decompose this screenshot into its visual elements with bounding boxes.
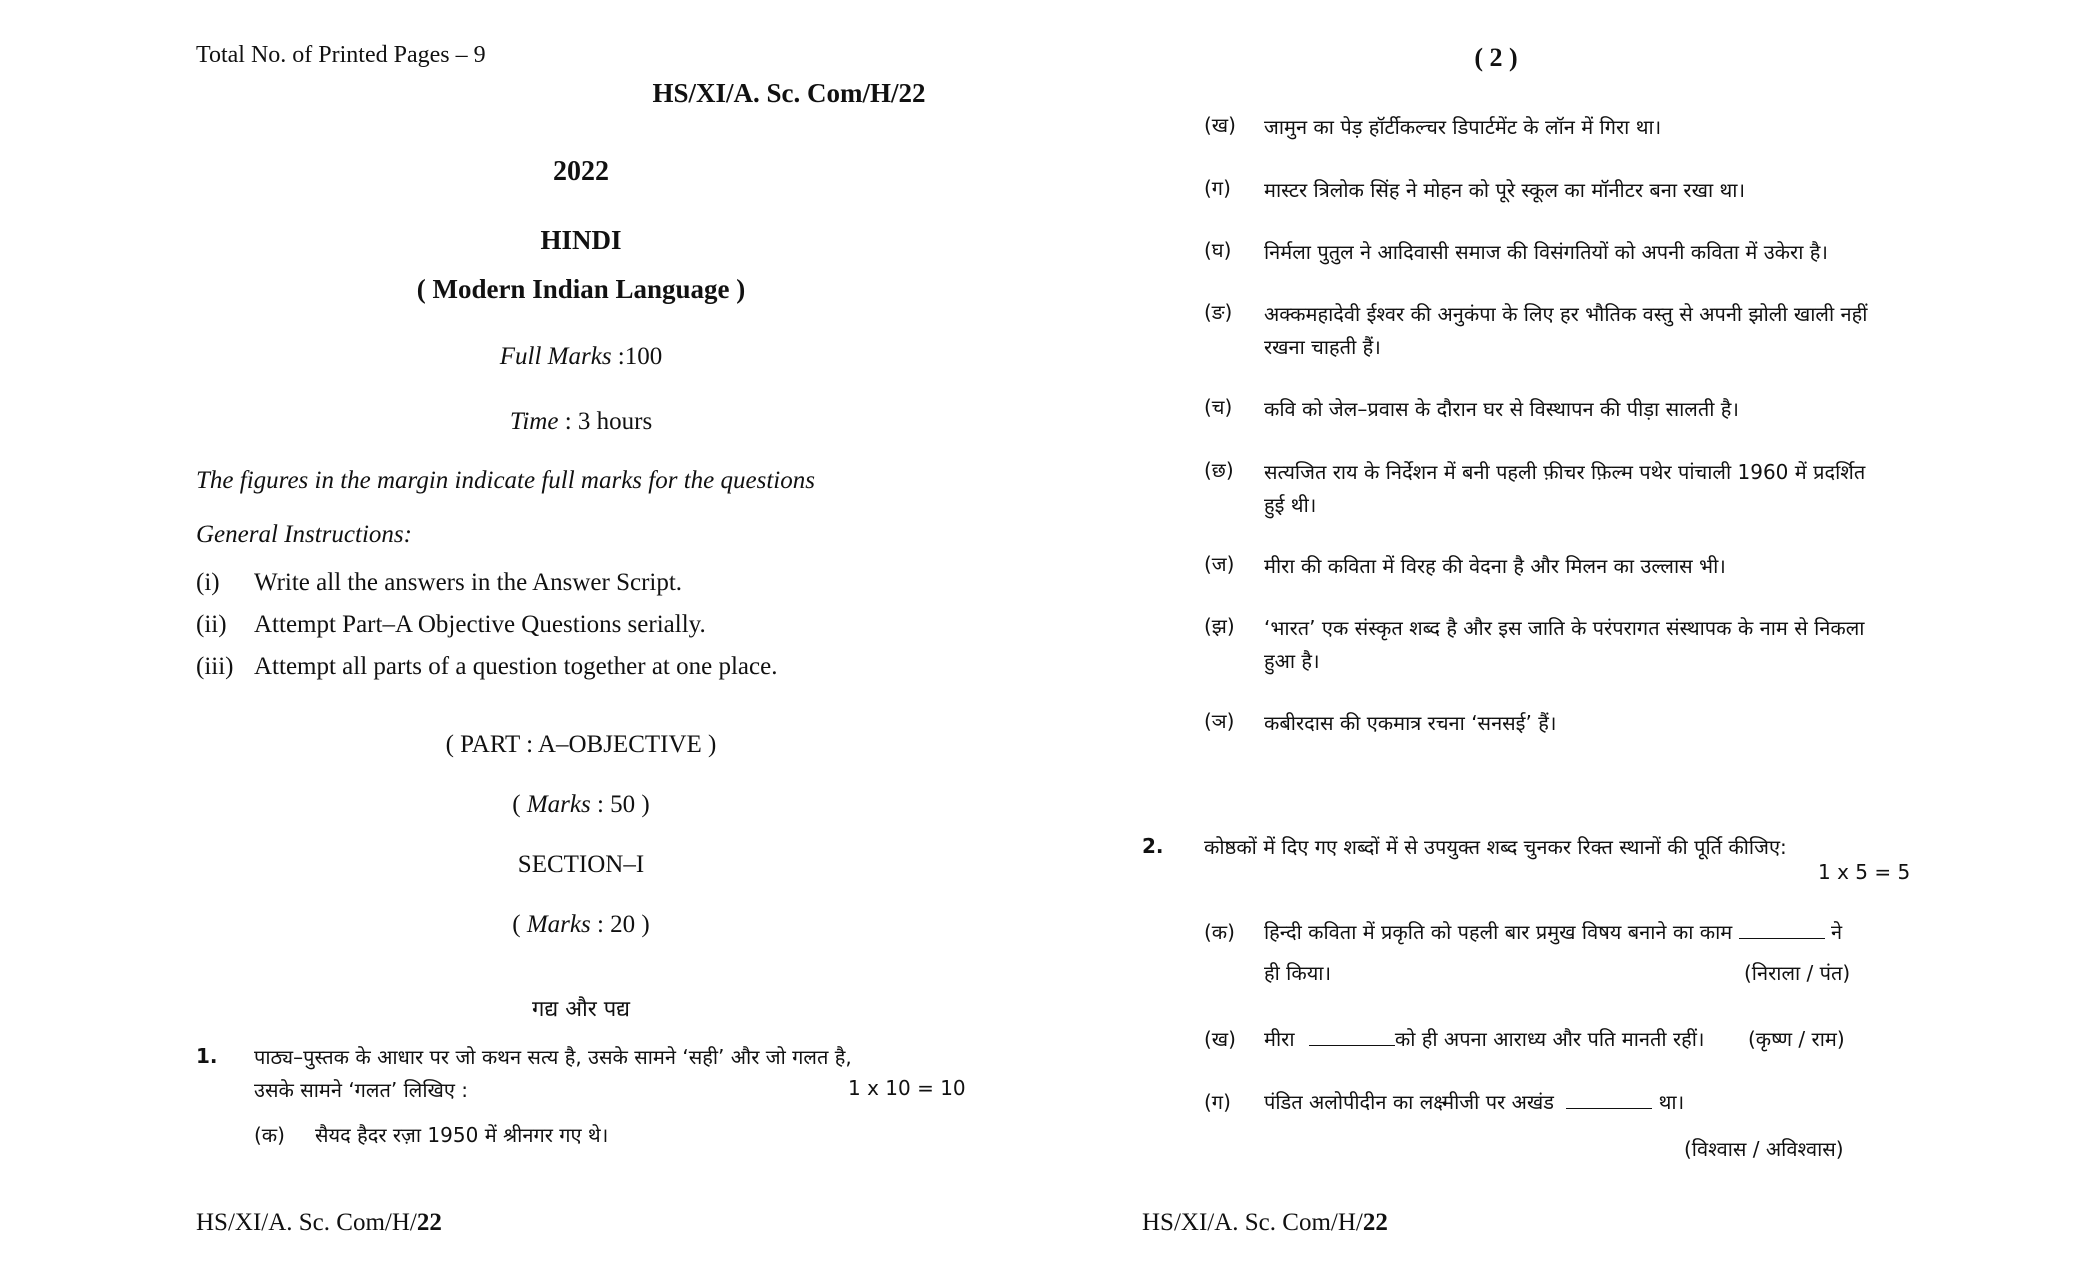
question-number: 1. (196, 1044, 218, 1068)
question-marks: 1 x 10 = 10 (848, 1076, 966, 1100)
sub-question-label: (क) (254, 1123, 285, 1147)
item-label: (छ) (1204, 458, 1234, 482)
sub-question-label: (ख) (1204, 1027, 1236, 1051)
item-label: (ख) (1204, 113, 1236, 137)
item-text: निर्मला पुतुल ने आदिवासी समाज की विसंगतियों को अपनी कविता में उकेरा है। (1264, 240, 1828, 264)
fill-text-end: ने (1831, 920, 1843, 944)
question-marks: 1 x 5 = 5 (1818, 860, 1911, 884)
sub-question-text (1264, 1088, 1684, 1115)
part-marks-open: ( (512, 791, 527, 818)
instruction-number: (ii) (196, 611, 227, 638)
footer-code-prefix: HS/XI/A. Sc. Com/H/ (196, 1209, 417, 1236)
item-label: (ङ) (1204, 300, 1233, 324)
fill-in-blank (1309, 1045, 1395, 1046)
sub-question-text (1264, 1025, 1705, 1052)
section-marks-open: ( (512, 911, 527, 938)
fill-text-start: मीरा (1264, 1027, 1295, 1051)
fill-text-start: पंडित अलोपीदीन का लक्ष्मीजी पर अखंड (1264, 1090, 1554, 1114)
section-marks-value: : 20 ) (590, 911, 650, 938)
fill-text-end: को ही अपना आराध्य और पति मानती रहीं। (1394, 1027, 1705, 1051)
fill-text-end: था। (1658, 1090, 1685, 1114)
question-text-continued: उसके सामने ‘गलत’ लिखिए : (254, 1078, 469, 1102)
item-text: कवि को जेल–प्रवास के दौरान घर से विस्थापन की पीड़ा सालती है। (1264, 397, 1739, 421)
item-label: (च) (1204, 395, 1233, 419)
sub-question-label: (क) (1204, 920, 1235, 944)
instruction-number: (i) (196, 569, 220, 596)
item-text: अक्कमहादेवी ईश्वर की अनुकंपा के लिए हर भौतिक वस्तु से अपनी झोली खाली नहीं रखना चाहती हैं। (1264, 302, 1868, 359)
page-footer-code (196, 1209, 442, 1237)
page-footer-code (1142, 1209, 1388, 1237)
section-marks-label: Marks (526, 911, 591, 938)
section-marks (431, 911, 731, 939)
footer-code-prefix: HS/XI/A. Sc. Com/H/ (1142, 1209, 1363, 1236)
item-text: कबीरदास की एकमात्र रचना ‘सनसई’ हैं। (1264, 711, 1557, 735)
subject-title: HINDI (540, 225, 622, 255)
section-topic-heading: गद्य और पद्य (531, 997, 631, 1022)
question-number: 2. (1142, 834, 1164, 858)
item-label: (ञ) (1204, 709, 1235, 733)
time-allowed (431, 408, 731, 436)
question-text: पाठ्य–पुस्तक के आधार पर जो कथन सत्य है, उसके सामने ‘सही’ और जो गलत है, (254, 1045, 852, 1069)
instruction-item (196, 569, 220, 597)
instruction-text: Attempt all parts of a question together at one place. (254, 653, 778, 680)
subject-subtitle: ( Modern Indian Language ) (416, 274, 746, 304)
answer-options: (विश्वास / अविश्वास) (1684, 1137, 1844, 1161)
fill-in-blank (1566, 1108, 1652, 1109)
item-text: ‘भारत’ एक संस्कृत शब्द है और इस जाति के परंपरागत संस्थापक के नाम से निकला हुआ है। (1264, 616, 1865, 673)
full-marks (431, 343, 731, 371)
instruction-item (196, 611, 227, 639)
right-page (1050, 0, 2100, 1275)
part-marks (431, 791, 731, 819)
margin-note: The figures in the margin indicate full marks for the questions (196, 467, 815, 494)
part-marks-value: : 50 ) (590, 791, 650, 818)
item-label: (ग) (1204, 176, 1231, 200)
part-marks-label: Marks (526, 791, 591, 818)
fill-text-start: हिन्दी कविता में प्रकृति को पहली बार प्रमुख विषय बनाने का काम (1264, 920, 1733, 944)
instruction-item (196, 653, 234, 681)
item-label: (घ) (1204, 238, 1232, 262)
page-number: ( 2 ) (1474, 43, 1518, 72)
exam-year: 2022 (553, 156, 609, 187)
item-text: सत्यजित राय के निर्देशन में बनी पहली फ़ीचर फ़िल्म पथेर पांचाली 1960 में प्रदर्शित हुई थी। (1264, 460, 1866, 517)
full-marks-label: Full Marks (499, 343, 612, 370)
item-text: मास्टर त्रिलोक सिंह ने मोहन को पूरे स्कूल का मॉनीटर बना रखा था। (1264, 178, 1746, 202)
part-heading: ( PART : A–OBJECTIVE ) (445, 731, 717, 758)
sub-question-text-continued: ही किया। (1264, 961, 1332, 985)
fill-in-blank (1739, 938, 1825, 939)
item-text: जामुन का पेड़ हॉर्टीकल्चर डिपार्टमेंट के लॉन में गिरा था। (1264, 115, 1662, 139)
time-value: : 3 hours (558, 408, 653, 435)
footer-code-number: 22 (1362, 1209, 1388, 1236)
question-text: कोष्ठकों में दिए गए शब्दों में से उपयुक्त शब्द चुनकर रिक्त स्थानों की पूर्ति कीजिए: (1204, 835, 1787, 859)
general-instructions-title: General Instructions: (196, 521, 412, 548)
sub-question-text: सैयद हैदर रज़ा 1950 में श्रीनगर गए थे। (315, 1123, 609, 1147)
paper-code: HS/XI/A. Sc. Com/H/22 (652, 78, 926, 108)
time-label: Time (509, 408, 559, 435)
instruction-number: (iii) (196, 653, 234, 680)
total-pages-note: Total No. of Printed Pages – 9 (196, 42, 486, 68)
sub-question-text (1264, 918, 1842, 945)
instruction-text: Write all the answers in the Answer Script. (254, 569, 683, 596)
answer-options: (निराला / पंत) (1744, 961, 1851, 985)
item-text: मीरा की कविता में विरह की वेदना है और मिलन का उल्लास भी। (1264, 554, 1726, 578)
full-marks-value: :100 (611, 343, 663, 370)
section-heading: SECTION–I (517, 851, 645, 878)
sub-question-label: (ग) (1204, 1090, 1231, 1114)
instruction-text: Attempt Part–A Objective Questions serially. (254, 611, 706, 638)
item-label: (ज) (1204, 552, 1235, 576)
item-label: (झ) (1204, 614, 1235, 638)
answer-options: (कृष्ण / राम) (1748, 1027, 1845, 1051)
footer-code-number: 22 (416, 1209, 442, 1236)
